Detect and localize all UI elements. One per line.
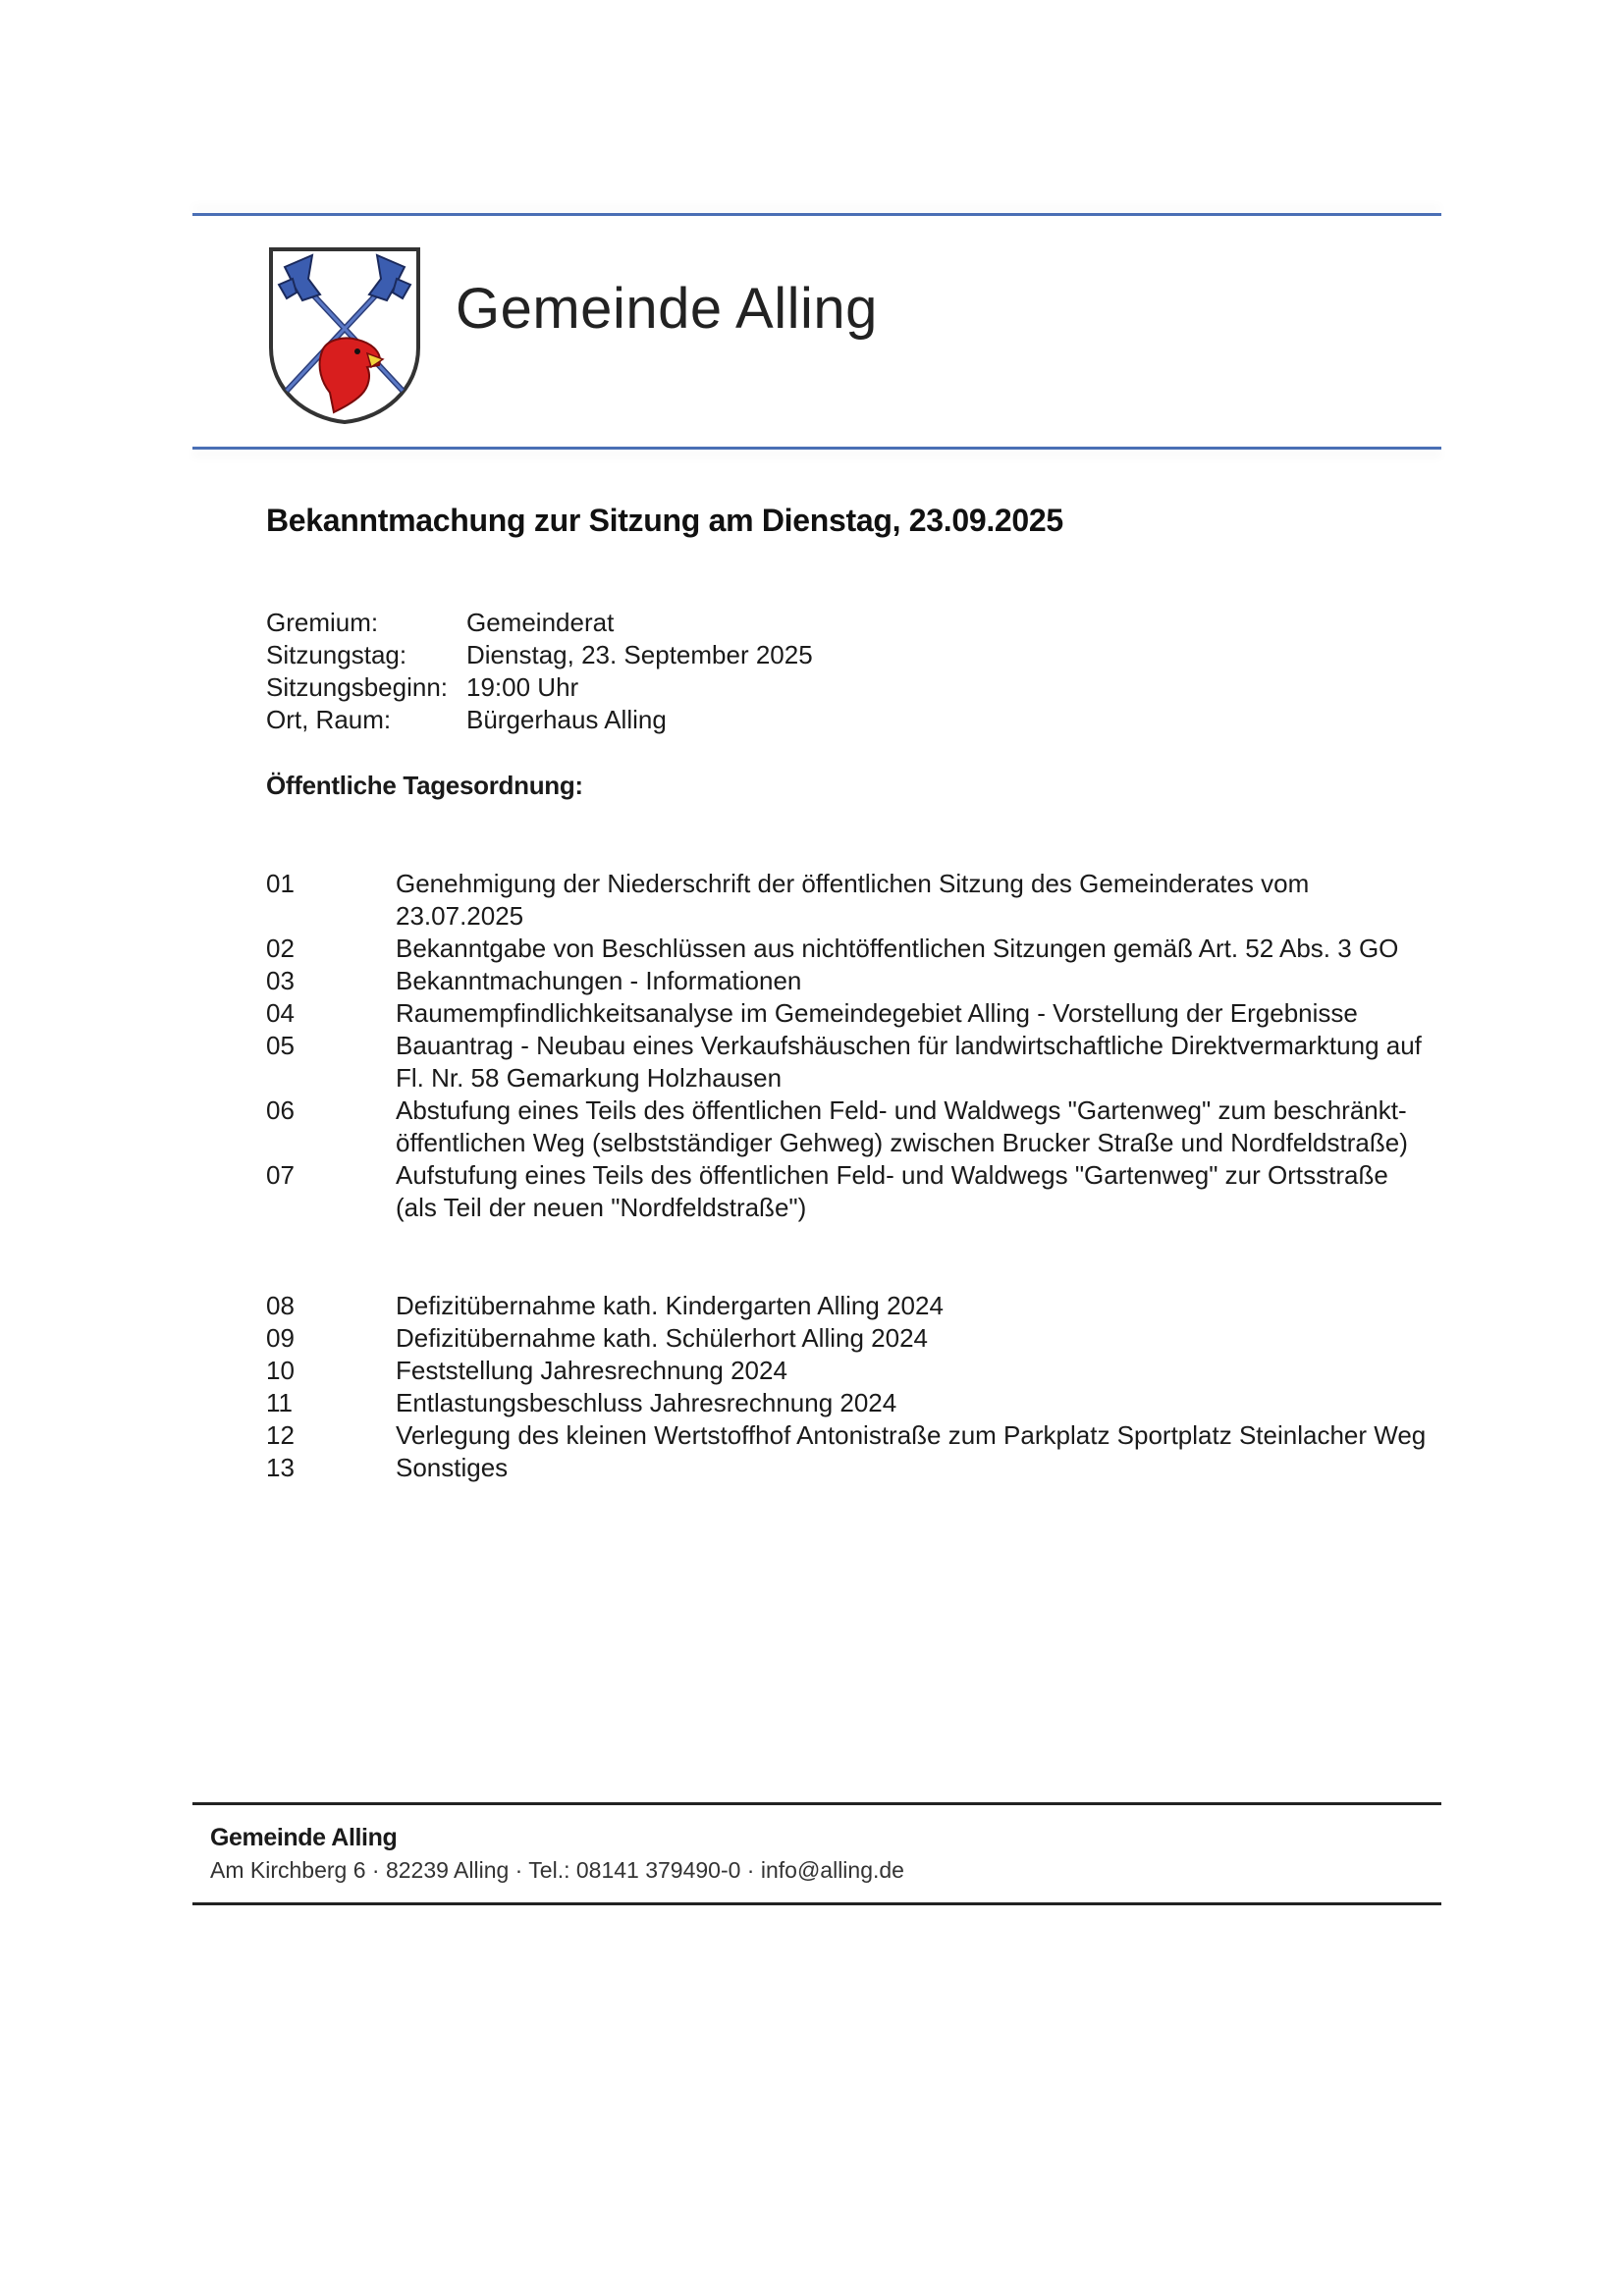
- page-title: Bekanntmachung zur Sitzung am Dienstag, 23.09.2025: [266, 503, 1063, 538]
- agenda-list: [266, 868, 1434, 1484]
- agenda-number: 07: [266, 1160, 295, 1190]
- agenda-text: Bekanntmachungen - Informationen: [396, 966, 802, 995]
- meta-value: 19:00 Uhr: [466, 672, 579, 702]
- agenda-text: Aufstufung eines Teils des öffentlichen Feld- und Waldwegs "Gartenweg" zur Ortsstraße (als Teil der neuen "Nordfeldstraße"): [396, 1160, 1388, 1222]
- footer-address: Am Kirchberg 6 · 82239 Alling · Tel.: 08141 379490-0 · info@alling.de: [210, 1857, 904, 1883]
- meta-value: Bürgerhaus Alling: [466, 705, 667, 734]
- agenda-text: Raumempfindlichkeitsanalyse im Gemeindegebiet Alling - Vorstellung der Ergebnisse: [396, 998, 1358, 1028]
- agenda-number: 02: [266, 934, 295, 963]
- footer-rule-bottom: [192, 1902, 1441, 1905]
- header-rule-bottom: [192, 447, 1441, 450]
- header-rule-top: [192, 213, 1441, 216]
- agenda-item: [266, 1387, 1434, 1419]
- meta-label: Sitzungstag:: [266, 640, 407, 669]
- agenda-text: Entlastungsbeschluss Jahresrechnung 2024: [396, 1388, 897, 1417]
- agenda-text: Defizitübernahme kath. Schülerhort Alling 2024: [396, 1323, 928, 1353]
- agenda-text: Genehmigung der Niederschrift der öffentlichen Sitzung des Gemeinderates vom 23.07.2025: [396, 869, 1310, 931]
- agenda-item: [266, 1452, 1434, 1484]
- agenda-item: [266, 1095, 1434, 1159]
- agenda-number: 09: [266, 1323, 295, 1353]
- agenda-text: Sonstiges: [396, 1453, 509, 1482]
- agenda-heading: Öffentliche Tagesordnung:: [266, 771, 583, 800]
- coat-of-arms-icon: [265, 245, 424, 426]
- agenda-item: [266, 1290, 1434, 1322]
- agenda-number: 13: [266, 1453, 295, 1482]
- agenda-item: [266, 997, 1434, 1030]
- agenda-text: Feststellung Jahresrechnung 2024: [396, 1356, 787, 1385]
- meta-row: [266, 671, 813, 704]
- meta-row: [266, 607, 813, 639]
- agenda-item: [266, 1322, 1434, 1355]
- letterhead: [192, 213, 1441, 451]
- agenda-number: 01: [266, 869, 295, 898]
- agenda-number: 10: [266, 1356, 295, 1385]
- agenda-text: Verlegung des kleinen Wertstoffhof Antonistraße zum Parkplatz Sportplatz Steinlacher Weg: [396, 1420, 1427, 1450]
- meta-value: Gemeinderat: [466, 608, 615, 637]
- agenda-number: 03: [266, 966, 295, 995]
- agenda-number: 05: [266, 1031, 295, 1060]
- agenda-number: 12: [266, 1420, 295, 1450]
- agenda-item: [266, 1355, 1434, 1387]
- agenda-item: [266, 933, 1434, 965]
- agenda-item: [266, 1159, 1434, 1224]
- meta-label: Ort, Raum:: [266, 705, 392, 734]
- meta-row: [266, 639, 813, 671]
- footer-rule-top: [192, 1802, 1441, 1805]
- agenda-text: Abstufung eines Teils des öffentlichen Feld- und Waldwegs "Gartenweg" zum beschränkt-öffentlichen Weg (selbstständiger Gehweg) zwischen Brucker Straße und Nordfeldstraße): [396, 1095, 1408, 1157]
- meta-value: Dienstag, 23. September 2025: [466, 640, 813, 669]
- agenda-number: 04: [266, 998, 295, 1028]
- municipality-name: Gemeinde Alling: [456, 277, 878, 341]
- agenda-text: Bekanntgabe von Beschlüssen aus nichtöffentlichen Sitzungen gemäß Art. 52 Abs. 3 GO: [396, 934, 1399, 963]
- agenda-item: [266, 1419, 1434, 1452]
- agenda-item: [266, 868, 1434, 933]
- footer-org: Gemeinde Alling: [210, 1824, 398, 1851]
- agenda-item: [266, 1030, 1434, 1095]
- agenda-item: [266, 965, 1434, 997]
- page-footer: [192, 1802, 1441, 1906]
- agenda-text: Bauantrag - Neubau eines Verkaufshäuschen für landwirtschaftliche Direktvermarktung auf Fl. Nr. 58 Gemarkung Holzhausen: [396, 1031, 1422, 1093]
- meta-label: Sitzungsbeginn:: [266, 672, 449, 702]
- agenda-number: 08: [266, 1291, 295, 1320]
- meta-row: [266, 704, 813, 736]
- agenda-number: 11: [266, 1388, 293, 1417]
- agenda-text: Defizitübernahme kath. Kindergarten Alling 2024: [396, 1291, 944, 1320]
- agenda-number: 06: [266, 1095, 295, 1125]
- agenda-spacer: [266, 1224, 1434, 1290]
- meta-label: Gremium:: [266, 608, 379, 637]
- meeting-details: [266, 607, 813, 736]
